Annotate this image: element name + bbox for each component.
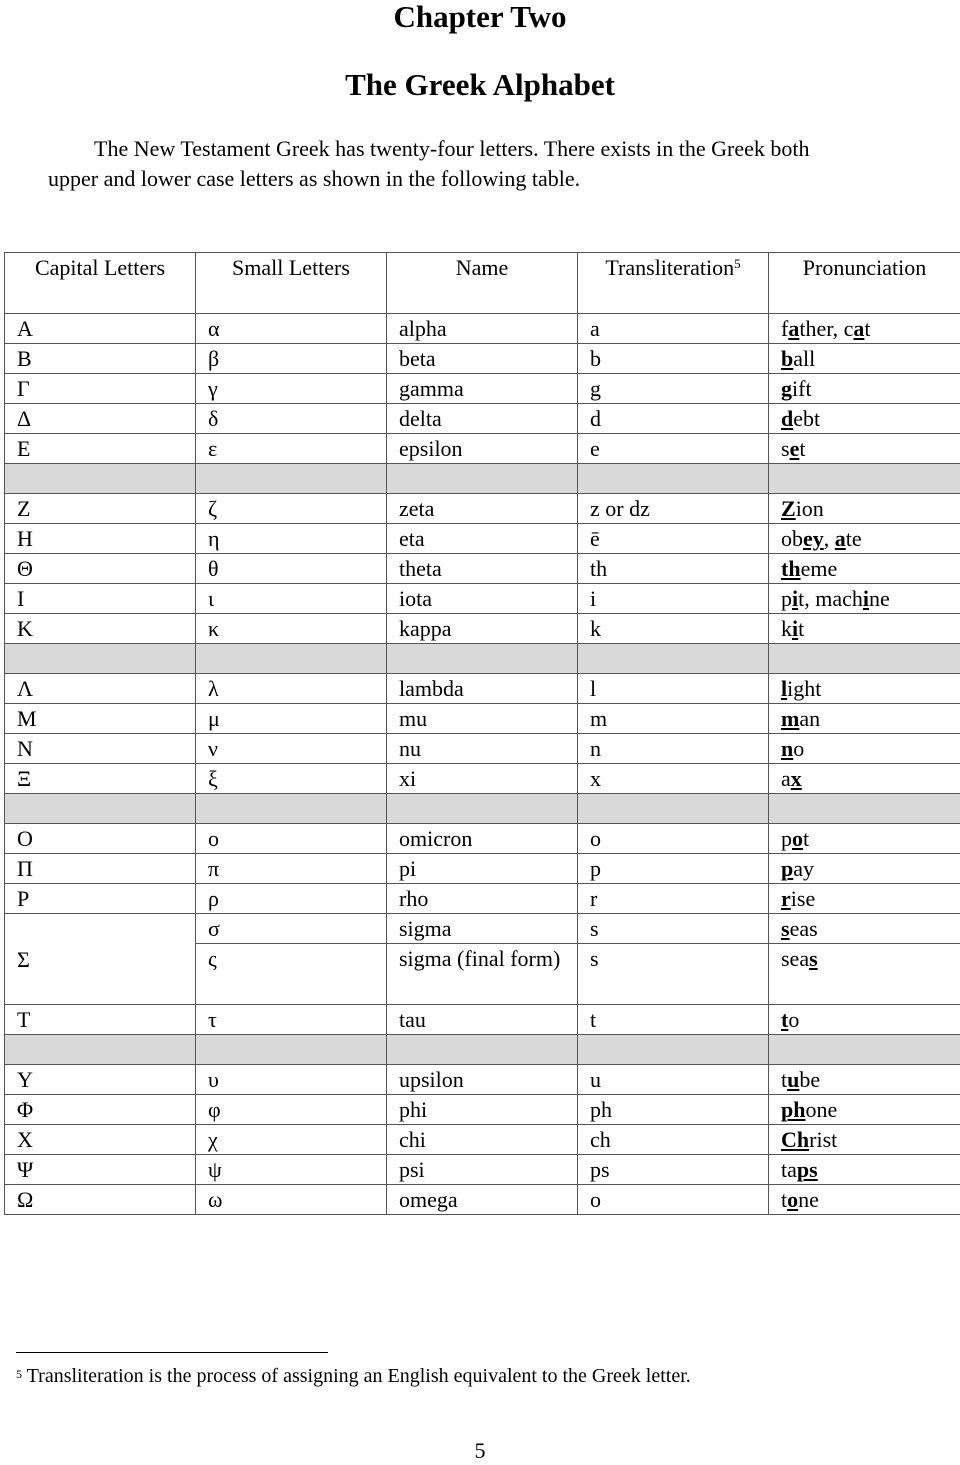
letter-name: psi — [387, 1155, 578, 1185]
transliteration: x — [578, 764, 769, 794]
separator-cell — [769, 794, 960, 824]
capital-letter: Θ — [5, 554, 196, 584]
pronunciation-text: o — [788, 1007, 800, 1032]
small-letter: υ — [196, 1065, 387, 1095]
pronunciation-text: f — [781, 316, 789, 341]
pronunciation-text: ebt — [793, 406, 821, 431]
small-letter: ο — [196, 824, 387, 854]
capital-letter: Η — [5, 524, 196, 554]
highlighted-sound: e — [789, 436, 800, 461]
separator-cell — [769, 464, 960, 494]
letter-name: alpha — [387, 314, 578, 344]
letter-name: omega — [387, 1185, 578, 1215]
pronunciation — [769, 704, 960, 734]
small-letter: φ — [196, 1095, 387, 1125]
letter-name: xi — [387, 764, 578, 794]
header-transliteration — [578, 253, 769, 314]
chapter-heading: Chapter Two — [393, 0, 567, 34]
separator-cell — [196, 794, 387, 824]
transliteration: ē — [578, 524, 769, 554]
small-letter: μ — [196, 704, 387, 734]
header-transliteration-label: Transliteration — [605, 255, 735, 280]
table-body — [5, 314, 960, 1215]
pronunciation-text: be — [799, 1067, 821, 1092]
pronunciation — [769, 1065, 960, 1095]
separator-cell — [387, 1035, 578, 1065]
capital-letter: Γ — [5, 374, 196, 404]
header-small: Small Letters — [196, 253, 387, 314]
transliteration: p — [578, 854, 769, 884]
highlighted-sound: g — [781, 376, 792, 401]
pronunciation — [769, 554, 960, 584]
capital-letter: Π — [5, 854, 196, 884]
pronunciation — [769, 1185, 960, 1215]
pronunciation — [769, 884, 960, 914]
small-letter: β — [196, 344, 387, 374]
letter-name: rho — [387, 884, 578, 914]
pronunciation — [769, 584, 960, 614]
capital-letter: Χ — [5, 1125, 196, 1155]
pronunciation-text: ise — [790, 886, 816, 911]
pronunciation-text: a — [781, 766, 791, 791]
letter-name: tau — [387, 1005, 578, 1035]
letter-name: zeta — [387, 494, 578, 524]
separator-cell — [5, 1035, 196, 1065]
table-row — [5, 1185, 960, 1215]
capital-letter: Ω — [5, 1185, 196, 1215]
highlighted-sound: a — [834, 526, 846, 551]
separator-cell — [387, 644, 578, 674]
highlighted-sound: t — [781, 1007, 789, 1032]
pronunciation-text: sea — [781, 946, 810, 971]
pronunciation-text: p — [781, 586, 792, 611]
highlighted-sound: Ch — [781, 1127, 810, 1152]
separator-cell — [769, 644, 960, 674]
small-letter: χ — [196, 1125, 387, 1155]
separator-cell — [5, 794, 196, 824]
pronunciation-text: , — [823, 526, 835, 551]
table-row — [5, 914, 960, 944]
separator-row — [5, 464, 960, 494]
table-row — [5, 1065, 960, 1095]
capital-letter: Ψ — [5, 1155, 196, 1185]
pronunciation-text: ta — [781, 1157, 797, 1182]
separator-row — [5, 1035, 960, 1065]
table-row — [5, 404, 960, 434]
header-capital: Capital Letters — [5, 253, 196, 314]
pronunciation-text: ne — [869, 586, 890, 611]
small-letter: ι — [196, 584, 387, 614]
pronunciation-text: p — [781, 826, 792, 851]
transliteration: g — [578, 374, 769, 404]
pronunciation-text: an — [799, 706, 821, 731]
pronunciation-text: eas — [789, 916, 818, 941]
intro-paragraph — [48, 134, 948, 194]
pronunciation-text: te — [845, 526, 862, 551]
highlighted-sound: i — [792, 616, 799, 641]
highlighted-sound: b — [781, 346, 794, 371]
separator-cell — [769, 1035, 960, 1065]
pronunciation-text: ob — [781, 526, 803, 551]
capital-letter: Ι — [5, 584, 196, 614]
pronunciation — [769, 944, 960, 1005]
capital-letter: Σ — [5, 914, 196, 1005]
pronunciation-text: eme — [800, 556, 838, 581]
separator-row — [5, 644, 960, 674]
separator-cell — [578, 1035, 769, 1065]
transliteration: m — [578, 704, 769, 734]
table-header-row — [5, 253, 960, 314]
highlighted-sound: ey — [803, 526, 824, 551]
small-letter: α — [196, 314, 387, 344]
capital-letter: Τ — [5, 1005, 196, 1035]
pronunciation-text: all — [793, 346, 816, 371]
pronunciation — [769, 314, 960, 344]
small-letter: ε — [196, 434, 387, 464]
small-letter: ξ — [196, 764, 387, 794]
pronunciation — [769, 404, 960, 434]
table-row — [5, 434, 960, 464]
highlighted-sound: Z — [781, 496, 796, 521]
pronunciation — [769, 674, 960, 704]
table-row — [5, 374, 960, 404]
separator-cell — [5, 464, 196, 494]
letter-name: pi — [387, 854, 578, 884]
table-row — [5, 854, 960, 884]
table-row — [5, 704, 960, 734]
pronunciation — [769, 524, 960, 554]
transliteration: o — [578, 824, 769, 854]
header-pronunciation — [769, 253, 960, 314]
small-letter: θ — [196, 554, 387, 584]
table-row — [5, 824, 960, 854]
footnote-separator — [16, 1352, 328, 1353]
transliteration: z or dz — [578, 494, 769, 524]
table-row — [5, 1125, 960, 1155]
table-row — [5, 884, 960, 914]
transliteration: b — [578, 344, 769, 374]
letter-name: theta — [387, 554, 578, 584]
highlighted-sound: s — [781, 916, 790, 941]
highlighted-sound: r — [781, 886, 791, 911]
highlighted-sound: ps — [796, 1157, 818, 1182]
pronunciation-text: ift — [792, 376, 812, 401]
separator-cell — [196, 644, 387, 674]
capital-letter: Μ — [5, 704, 196, 734]
pronunciation-text: one — [805, 1097, 838, 1122]
page-title: The Greek Alphabet — [345, 67, 615, 102]
pronunciation-text: t — [781, 1187, 788, 1212]
highlighted-sound: n — [781, 736, 794, 761]
pronunciation — [769, 374, 960, 404]
pronunciation — [769, 344, 960, 374]
header-name-label: Name — [455, 255, 509, 280]
transliteration: t — [578, 1005, 769, 1035]
table-row — [5, 554, 960, 584]
highlighted-sound: i — [862, 586, 870, 611]
letter-name: upsilon — [387, 1065, 578, 1095]
small-letter: π — [196, 854, 387, 884]
pronunciation-text: t — [781, 1067, 788, 1092]
capital-letter: Ε — [5, 434, 196, 464]
transliteration: r — [578, 884, 769, 914]
small-letter: ω — [196, 1185, 387, 1215]
highlighted-sound: l — [781, 676, 788, 701]
transliteration: a — [578, 314, 769, 344]
transliteration: k — [578, 614, 769, 644]
footnote — [16, 1362, 691, 1390]
pronunciation — [769, 1125, 960, 1155]
separator-cell — [196, 1035, 387, 1065]
transliteration: n — [578, 734, 769, 764]
transliteration: s — [578, 914, 769, 944]
pronunciation — [769, 494, 960, 524]
transliteration: o — [578, 1185, 769, 1215]
transliteration: th — [578, 554, 769, 584]
pronunciation-text: t — [799, 436, 806, 461]
intro-line: upper and lower case letters as shown in the following table. — [48, 166, 581, 191]
table-row — [5, 764, 960, 794]
table-row — [5, 584, 960, 614]
capital-letter: Κ — [5, 614, 196, 644]
pronunciation-text: t — [803, 826, 810, 851]
letter-name: nu — [387, 734, 578, 764]
greek-alphabet-table — [4, 252, 960, 1215]
small-letter: ρ — [196, 884, 387, 914]
highlighted-sound: m — [781, 706, 800, 731]
transliteration: l — [578, 674, 769, 704]
table-row — [5, 1005, 960, 1035]
letter-name: phi — [387, 1095, 578, 1125]
transliteration: ch — [578, 1125, 769, 1155]
separator-cell — [196, 464, 387, 494]
pronunciation — [769, 824, 960, 854]
pronunciation-text: ne — [798, 1187, 819, 1212]
pronunciation-text: ay — [793, 856, 815, 881]
table-row — [5, 494, 960, 524]
table-row — [5, 1155, 960, 1185]
letter-name: sigma (final form) — [387, 944, 578, 1005]
letter-name: beta — [387, 344, 578, 374]
pronunciation-text: k — [781, 616, 792, 641]
letter-name: mu — [387, 704, 578, 734]
highlighted-sound: a — [853, 316, 865, 341]
transliteration: ph — [578, 1095, 769, 1125]
pronunciation — [769, 1155, 960, 1185]
pronunciation-text: ight — [787, 676, 822, 701]
table-row — [5, 344, 960, 374]
footnote-text: Transliteration is the process of assigning an English equivalent to the Greek letter. — [26, 1365, 691, 1387]
small-letter: ν — [196, 734, 387, 764]
pronunciation — [769, 914, 960, 944]
separator-cell — [578, 464, 769, 494]
footnote-reference: 5 — [734, 256, 741, 271]
pronunciation — [769, 614, 960, 644]
transliteration: ps — [578, 1155, 769, 1185]
capital-letter: Λ — [5, 674, 196, 704]
transliteration: d — [578, 404, 769, 434]
highlighted-sound: p — [781, 856, 794, 881]
small-letter: σ — [196, 914, 387, 944]
highlighted-sound: o — [787, 1187, 799, 1212]
transliteration: i — [578, 584, 769, 614]
pronunciation-text: t — [798, 616, 805, 641]
small-letter: η — [196, 524, 387, 554]
highlighted-sound: d — [781, 406, 794, 431]
pronunciation-text: t, mach — [798, 586, 863, 611]
table-row — [5, 314, 960, 344]
capital-letter: Ο — [5, 824, 196, 854]
pronunciation-text: rist — [809, 1127, 838, 1152]
pronunciation — [769, 734, 960, 764]
capital-letter: Δ — [5, 404, 196, 434]
capital-letter: Ξ — [5, 764, 196, 794]
intro-line: The New Testament Greek has twenty-four letters. There exists in the Greek both — [94, 136, 810, 161]
small-letter: ψ — [196, 1155, 387, 1185]
pronunciation — [769, 854, 960, 884]
letter-name: epsilon — [387, 434, 578, 464]
small-letter: γ — [196, 374, 387, 404]
highlighted-sound: s — [809, 946, 818, 971]
highlighted-sound: u — [787, 1067, 800, 1092]
highlighted-sound: x — [790, 766, 802, 791]
highlighted-sound: th — [781, 556, 801, 581]
small-letter: ς — [196, 944, 387, 1005]
transliteration: e — [578, 434, 769, 464]
separator-cell — [387, 464, 578, 494]
letter-name: chi — [387, 1125, 578, 1155]
header-pronunciation-label: Pronunciation — [802, 255, 927, 280]
capital-letter: Υ — [5, 1065, 196, 1095]
capital-letter: Β — [5, 344, 196, 374]
small-letter: λ — [196, 674, 387, 704]
letter-name: sigma — [387, 914, 578, 944]
capital-letter: Ρ — [5, 884, 196, 914]
letter-name: omicron — [387, 824, 578, 854]
table-row — [5, 734, 960, 764]
small-letter: ζ — [196, 494, 387, 524]
highlighted-sound: ph — [781, 1097, 806, 1122]
letter-name: gamma — [387, 374, 578, 404]
table-row — [5, 1095, 960, 1125]
small-letter: κ — [196, 614, 387, 644]
page-number: 5 — [474, 1438, 486, 1463]
small-letter: δ — [196, 404, 387, 434]
letter-name: kappa — [387, 614, 578, 644]
capital-letter: Φ — [5, 1095, 196, 1125]
highlighted-sound: i — [792, 586, 799, 611]
table-row — [5, 524, 960, 554]
table-row — [5, 674, 960, 704]
capital-letter: Ν — [5, 734, 196, 764]
pronunciation — [769, 434, 960, 464]
pronunciation — [769, 764, 960, 794]
header-name — [387, 253, 578, 314]
pronunciation-text: s — [781, 436, 790, 461]
highlighted-sound: o — [792, 826, 803, 851]
letter-name: delta — [387, 404, 578, 434]
transliteration: u — [578, 1065, 769, 1095]
table-row — [5, 614, 960, 644]
pronunciation-text: ther, c — [799, 316, 854, 341]
separator-row — [5, 794, 960, 824]
capital-letter: Α — [5, 314, 196, 344]
letter-name: lambda — [387, 674, 578, 704]
pronunciation — [769, 1005, 960, 1035]
letter-name: iota — [387, 584, 578, 614]
footnote-mark: 5 — [16, 1367, 22, 1381]
small-letter: τ — [196, 1005, 387, 1035]
capital-letter: Ζ — [5, 494, 196, 524]
transliteration: s — [578, 944, 769, 1005]
separator-cell — [578, 794, 769, 824]
separator-cell — [387, 794, 578, 824]
pronunciation — [769, 1095, 960, 1125]
letter-name: eta — [387, 524, 578, 554]
highlighted-sound: a — [788, 316, 800, 341]
separator-cell — [5, 644, 196, 674]
pronunciation-text: t — [864, 316, 871, 341]
pronunciation-text: o — [793, 736, 805, 761]
pronunciation-text: ion — [795, 496, 824, 521]
separator-cell — [578, 644, 769, 674]
